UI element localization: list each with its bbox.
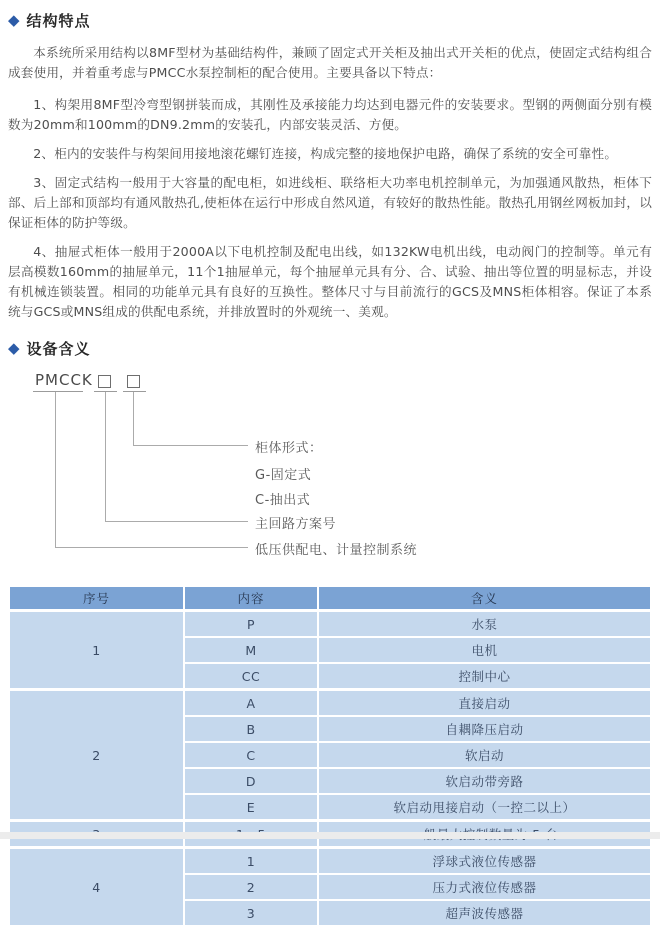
leader-vline-model <box>55 392 56 547</box>
table-row <box>9 611 651 638</box>
label-cabinet-form: 柜体形式： <box>255 441 323 456</box>
cell-meaning: 浮球式液位传感器 <box>318 848 651 875</box>
cell-content-code: 3 <box>184 900 318 926</box>
cell-content-code: 2 <box>184 874 318 900</box>
leader-hline-system <box>55 547 248 548</box>
meaning-table-body <box>9 611 651 927</box>
label-lv-system: 低压供配电、计量控制系统 <box>255 543 418 558</box>
structure-intro-paragraph: 本系统所采用结构以8MF型材为基础结构件，兼顾了固定式开关柜及抽出式开关柜的优点，使固定式结构组合成套使用，并着重考虑与PMCC水泵控制柜的配合使用。主要具备以下特点： <box>8 45 652 80</box>
feature-point-4: 4、抽屉式柜体一般用于2000A以下电机控制及配电出线，如132KW电机出线，电动阀门的控制等。单元有层高模数160mm的抽屉单元，11个1抽屉单元，每个抽屉单元具有分、合、试验、抽出等位置的明显标志，并设有机械连锁装置。相同的功能单元具有良好的互换性。整体尺寸与目前流行的GCS及MNS柜体相容。保证了本系统与GCS或MNS组成的供配电系统，并排放置时的外观统一、美观。 <box>8 244 652 319</box>
cell-content-code: C <box>184 742 318 768</box>
cell-group-no: 1 <box>9 611 184 690</box>
feature-point-2: 2、柜内的安装件与构架间用接地滚花螺钉连接，构成完整的接地保护电路，确保了系统的安全可靠性。 <box>33 146 618 161</box>
table-row <box>9 690 651 717</box>
cell-meaning: 自耦降压启动 <box>318 716 651 742</box>
cell-content-code: CC <box>184 663 318 690</box>
cell-meaning: 直接启动 <box>318 690 651 717</box>
cell-meaning: 控制中心 <box>318 663 651 690</box>
cell-meaning: 软启动甩接启动（一控二以上） <box>318 794 651 821</box>
cell-content-code: A <box>184 690 318 717</box>
leader-vline-box2 <box>133 392 134 445</box>
code-placeholder-box-1 <box>98 375 111 388</box>
feature-point-1: 1、构架用8MF型冷弯型钢拼装而成，其刚性及承接能力均达到电器元件的安装要求。型钢的两侧面分别有模数为20mm和100mm的DN9.2mm的安装孔，内部安装灵活、方便。 <box>8 97 652 132</box>
header-cell-no: 序号 <box>9 586 184 611</box>
feature-point-3: 3、固定式结构一般用于大容量的配电柜，如进线柜、联络柜大功率电机控制单元，为加强通风散热，柜体下部、后上部和顶部均有通风散热孔,使柜体在运行中形成自然风道，有较好的散热性能。散热孔用钢丝网板加封，以保证柜体的防护等级。 <box>8 175 652 230</box>
cell-meaning: 软启动 <box>318 742 651 768</box>
cell-content-code: E <box>184 794 318 821</box>
code-placeholder-box-2 <box>127 375 140 388</box>
cell-group-no: 4 <box>9 848 184 927</box>
cell-meaning: 压力式液位传感器 <box>318 874 651 900</box>
label-fixed-type: G-固定式 <box>255 468 312 483</box>
cell-content-code: P <box>184 611 318 638</box>
section-meaning-heading <box>8 338 652 359</box>
section-structure-heading <box>8 10 652 31</box>
cell-meaning: 水泵 <box>318 611 651 638</box>
model-code-text: PMCCK <box>35 371 93 389</box>
meaning-table-header <box>9 586 651 611</box>
model-code-underline <box>33 391 83 392</box>
leader-vline-box1 <box>105 392 106 521</box>
header-cell-meaning: 含义 <box>318 586 651 611</box>
table-header-row <box>9 586 651 611</box>
diamond-bullet-icon: ◆ <box>8 11 20 29</box>
meaning-table <box>8 585 652 927</box>
leader-hline-scheme <box>105 521 248 522</box>
cell-meaning: 软启动带旁路 <box>318 768 651 794</box>
page-bottom-strip <box>0 832 660 839</box>
cell-content-code: D <box>184 768 318 794</box>
box2-underline <box>123 391 146 392</box>
table-row <box>9 848 651 875</box>
cell-meaning: 超声波传感器 <box>318 900 651 926</box>
cell-content-code: 1 <box>184 848 318 875</box>
header-cell-content: 内容 <box>184 586 318 611</box>
cell-content-code: B <box>184 716 318 742</box>
section-structure-title: 结构特点 <box>26 12 91 30</box>
label-main-circuit-scheme: 主回路方案号 <box>255 517 337 532</box>
section-meaning-title: 设备含义 <box>26 340 91 358</box>
cell-group-no: 2 <box>9 690 184 821</box>
model-code-diagram <box>8 371 652 563</box>
cell-meaning: 电机 <box>318 637 651 663</box>
cell-content-code: M <box>184 637 318 663</box>
diamond-bullet-icon: ◆ <box>8 339 20 357</box>
leader-hline-cabinet-form <box>133 445 248 446</box>
label-drawout-type: C-抽出式 <box>255 493 311 508</box>
